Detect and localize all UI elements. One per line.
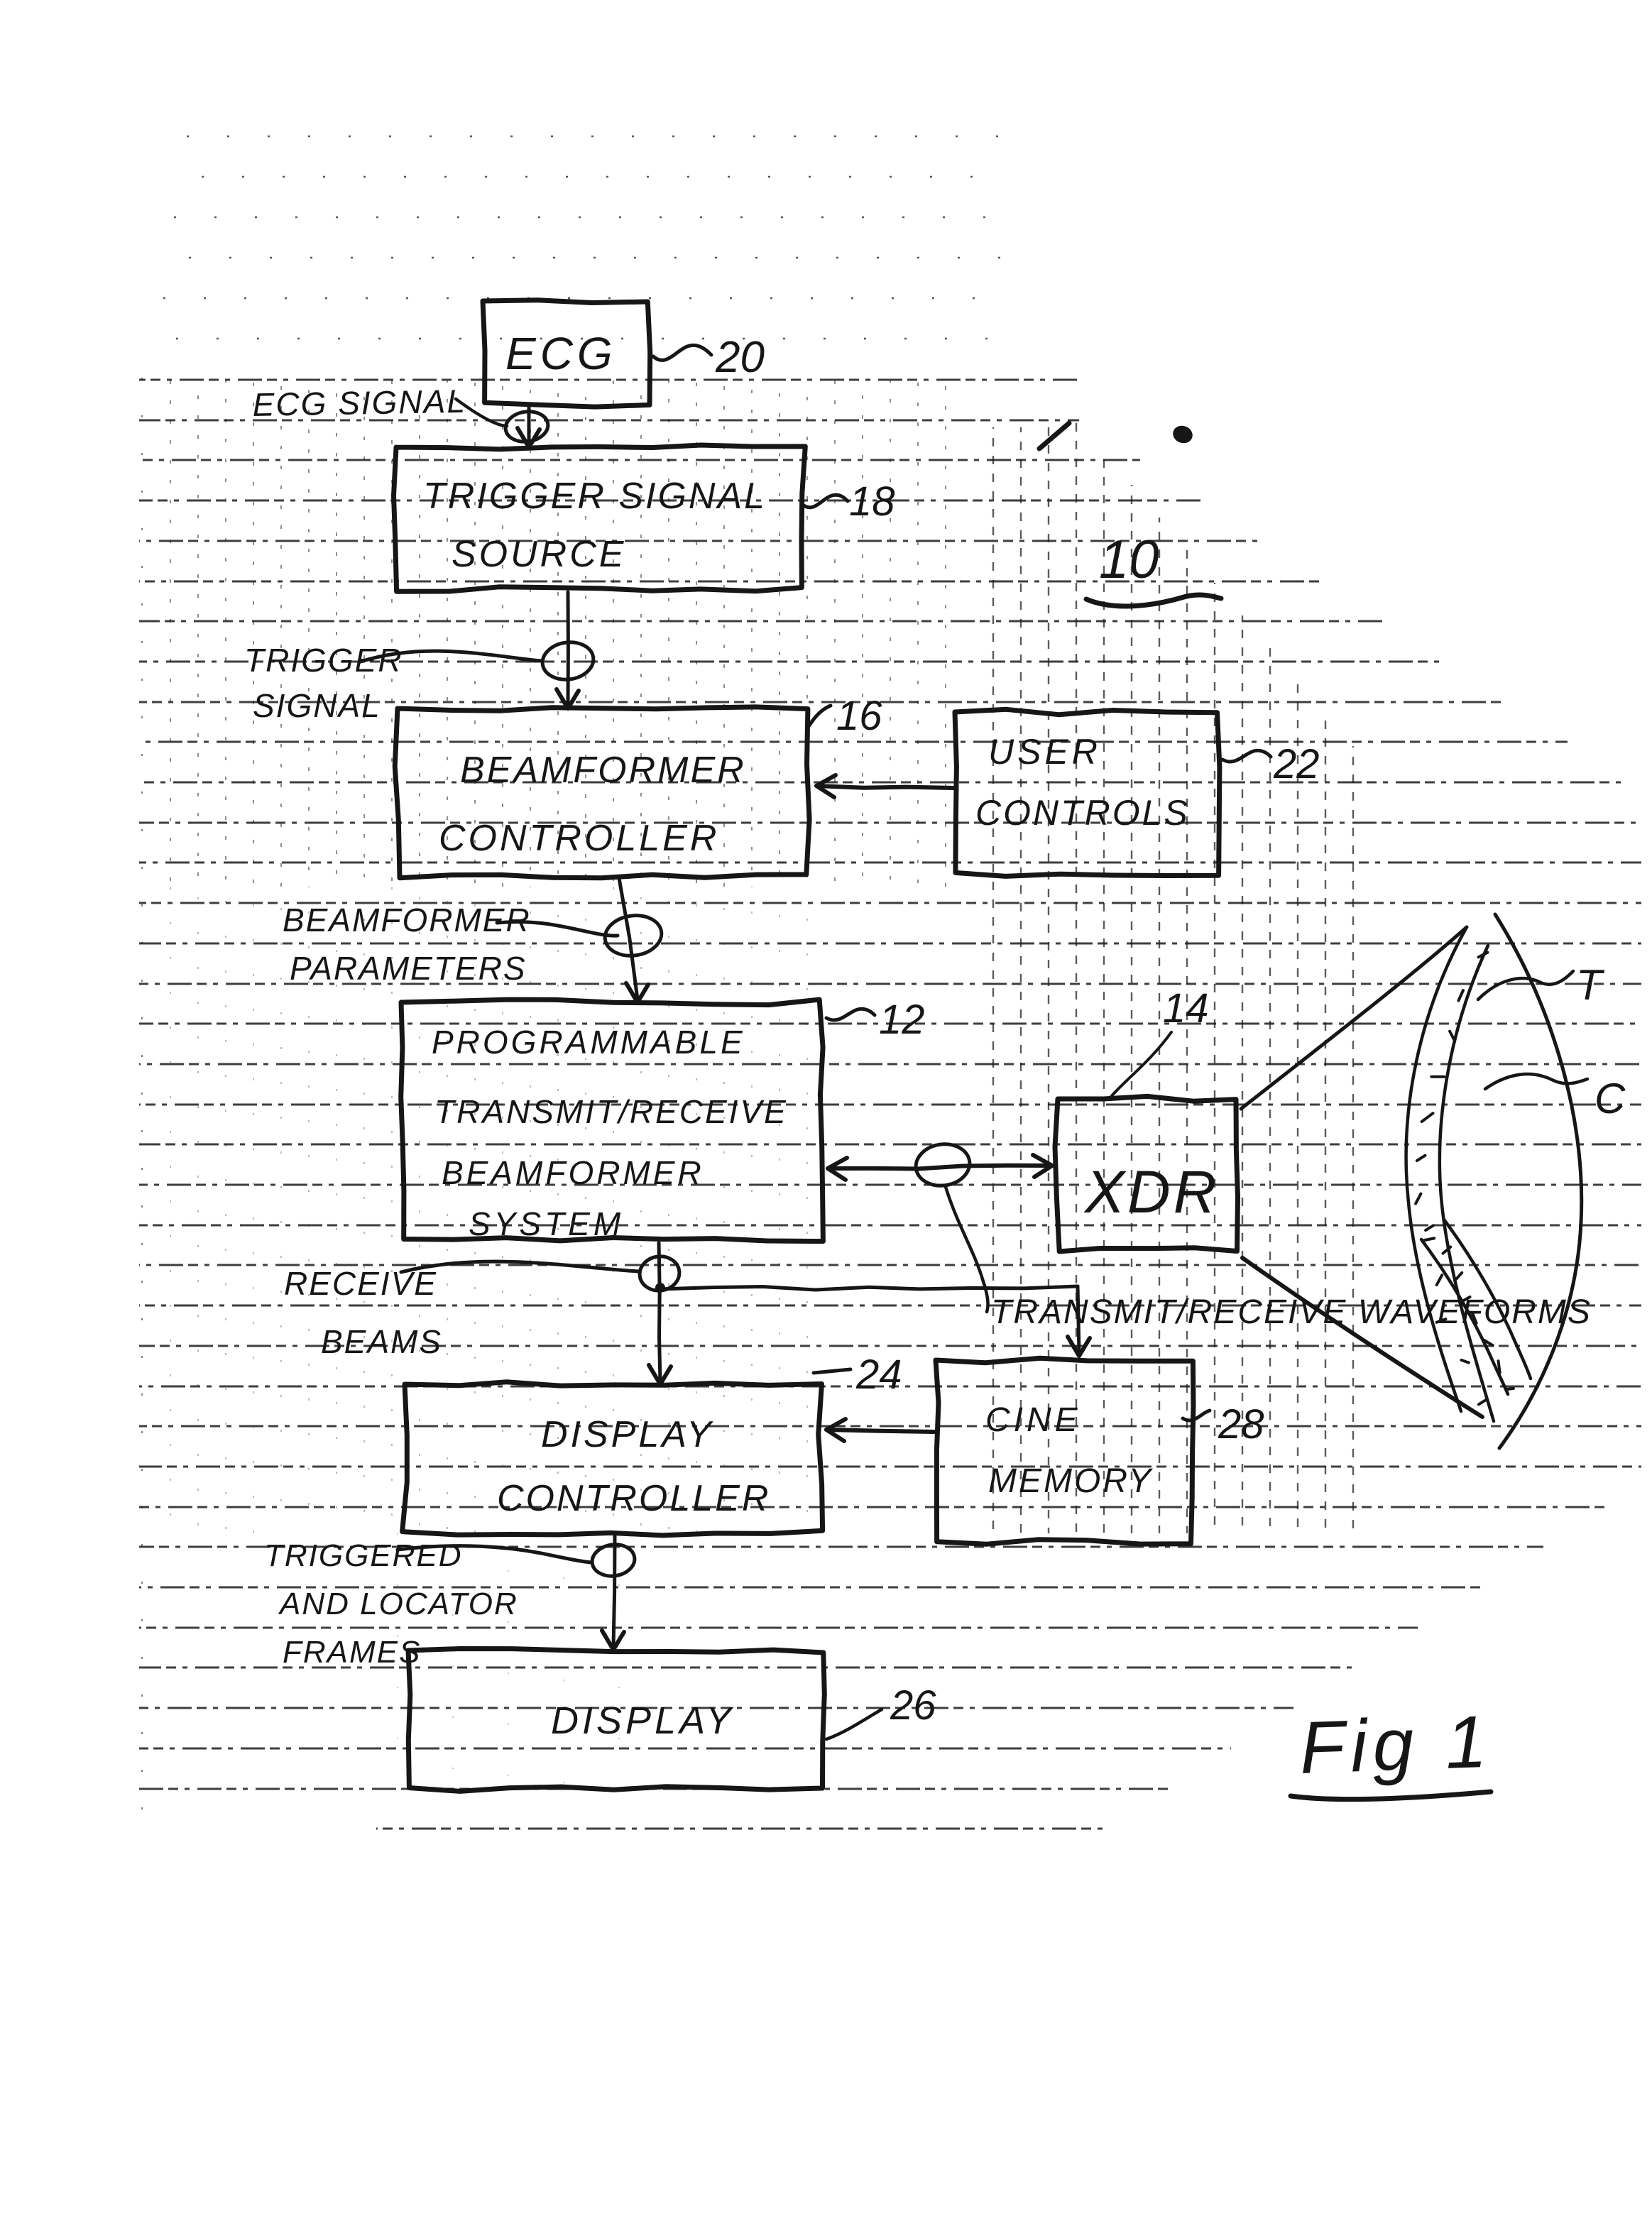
arrow-programmable-to-xdr bbox=[828, 1166, 1052, 1169]
ref-12: 12 bbox=[879, 997, 925, 1043]
display-controller-line2: CONTROLLER bbox=[497, 1478, 771, 1519]
programmable-line2: TRANSMIT/RECEIVE bbox=[434, 1093, 788, 1130]
trigger-signal-label-line2: SIGNAL bbox=[253, 687, 381, 724]
ref-18: 18 bbox=[849, 478, 895, 525]
leader-transducer-t bbox=[1478, 971, 1573, 1000]
stray-slash-mark bbox=[1039, 423, 1069, 449]
transducer-c-label: C bbox=[1594, 1075, 1626, 1122]
beamformer-parameters-line1: BEAMFORMER bbox=[283, 902, 531, 938]
ref-14: 14 bbox=[1163, 985, 1209, 1031]
stray-ink-blob bbox=[1171, 423, 1196, 446]
stipple-dot bbox=[1437, 1275, 1443, 1285]
branch-junction-dot bbox=[655, 1283, 665, 1293]
cine-memory-line2: MEMORY bbox=[988, 1462, 1154, 1500]
tilde-ref-20 bbox=[653, 345, 711, 360]
leader-waveforms-squiggle bbox=[946, 1187, 988, 1312]
ref-24: 24 bbox=[856, 1352, 902, 1398]
programmable-line3: BEAMFORMER bbox=[442, 1154, 704, 1191]
loop-ecg-signal bbox=[503, 409, 549, 444]
trigger-source-line1: TRIGGER SIGNAL bbox=[423, 476, 767, 517]
figure-number-label: Fig 1 bbox=[1298, 1700, 1494, 1790]
stipple-dot bbox=[1456, 1273, 1462, 1279]
triggered-frames-line2: AND LOCATOR bbox=[280, 1587, 518, 1621]
user-controls-line1: USER bbox=[988, 732, 1101, 772]
triggered-frames-line1: TRIGGERED bbox=[264, 1538, 463, 1573]
display-box-label: DISPLAY bbox=[551, 1699, 735, 1742]
cone-outer-arc bbox=[1495, 914, 1582, 1448]
hook-ref-16 bbox=[809, 706, 831, 725]
tilde-ref-28 bbox=[1183, 1411, 1210, 1420]
cone-bottom-edge bbox=[1242, 1258, 1482, 1417]
trigger-source-line2: SOURCE bbox=[452, 534, 627, 575]
stipple-dot bbox=[1423, 1238, 1434, 1240]
tilde-ref-22 bbox=[1222, 750, 1271, 762]
ref-10: 10 bbox=[1099, 530, 1159, 590]
stipple-dot bbox=[1450, 1031, 1455, 1041]
cone-band-right-arc bbox=[1440, 946, 1494, 1421]
arrow-programmable-to-display-controller bbox=[659, 1243, 660, 1381]
programmable-line1: PROGRAMMABLE bbox=[432, 1024, 745, 1061]
underline-figure-label bbox=[1291, 1792, 1491, 1800]
ref-28: 28 bbox=[1218, 1401, 1264, 1447]
stipple-dot bbox=[1479, 1400, 1487, 1405]
xdr-box-label: XDR bbox=[1085, 1159, 1220, 1225]
triggered-frames-line3: FRAMES bbox=[283, 1635, 422, 1670]
arrow-controller-to-programmable bbox=[619, 878, 638, 1000]
ref-16: 16 bbox=[836, 693, 882, 739]
stipple-dot bbox=[1417, 1156, 1426, 1161]
ecg-box-label: ECG bbox=[505, 328, 617, 379]
stipple-dot bbox=[1416, 1194, 1421, 1204]
stipple-dot bbox=[1422, 1113, 1433, 1122]
stipple-dot bbox=[1461, 1360, 1469, 1363]
stipple-dot bbox=[1499, 1361, 1500, 1373]
beamformer-controller-line2: CONTROLLER bbox=[439, 818, 720, 859]
receive-beams-label-line2: BEAMS bbox=[321, 1323, 443, 1360]
trigger-signal-label-line1: TRIGGER bbox=[244, 642, 403, 679]
dash-ref-24 bbox=[814, 1369, 850, 1373]
arrow-display-controller-to-display bbox=[613, 1536, 615, 1647]
ref-22: 22 bbox=[1274, 741, 1320, 787]
leader-transducer-c bbox=[1485, 1074, 1587, 1089]
leader-ref-26 bbox=[826, 1709, 882, 1739]
programmable-line4: SYSTEM bbox=[469, 1205, 625, 1242]
beamformer-parameters-line2: PARAMETERS bbox=[290, 950, 527, 987]
tilde-ref-12 bbox=[826, 1009, 875, 1020]
display-controller-line1: DISPLAY bbox=[541, 1414, 714, 1455]
underline-ref-10 bbox=[1086, 595, 1221, 606]
transducer-t-label: T bbox=[1576, 961, 1602, 1009]
ecg-signal-label: ECG SIGNAL bbox=[252, 382, 467, 423]
transmit-receive-waveforms-label: TRANSMIT/RECEIVE WAVEFORMS bbox=[991, 1293, 1592, 1331]
arrow-cine-to-display-controller bbox=[826, 1430, 934, 1432]
beamformer-controller-line1: BEAMFORMER bbox=[460, 750, 746, 791]
ref-26: 26 bbox=[890, 1682, 936, 1729]
receive-beams-label-line1: RECEIVE bbox=[284, 1265, 437, 1302]
arrow-user-controls-to-controller bbox=[816, 786, 953, 788]
ref-20: 20 bbox=[716, 333, 765, 382]
user-controls-line2: CONTROLS bbox=[975, 793, 1190, 833]
stipple-dot bbox=[1459, 990, 1464, 1000]
branch-to-cine-horizontal bbox=[660, 1286, 1078, 1290]
cine-memory-line1: CINE bbox=[985, 1401, 1081, 1439]
